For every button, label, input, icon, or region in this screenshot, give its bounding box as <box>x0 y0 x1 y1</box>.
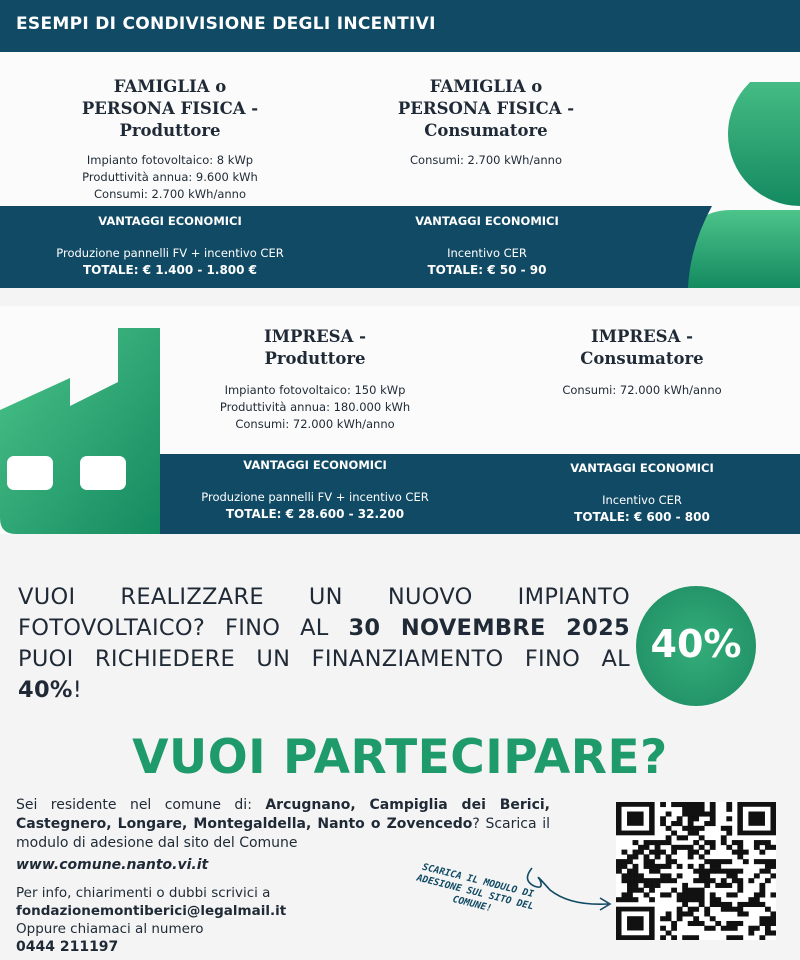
card1-vantaggi-label: VANTAGGI ECONOMICI <box>98 214 242 228</box>
card3-title <box>170 326 460 370</box>
card2-totale: TOTALE: € 50 - 90 <box>427 263 547 277</box>
card4-detail: Consumi: 72.000 kWh/anno <box>562 383 722 397</box>
card2-vantaggi-desc: Incentivo CER <box>447 246 527 260</box>
card1-detail: Impianto fotovoltaico: 8 kWp <box>86 153 254 167</box>
percent-badge-text: 40% <box>650 622 742 666</box>
card3-detail: Produttività annua: 180.000 kWh <box>219 400 411 414</box>
card3-title-line: Produttore <box>264 349 366 368</box>
partecipa-info <box>16 796 550 853</box>
card1-title-line: FAMIGLIA o <box>113 77 227 96</box>
cta-text: PUOI RICHIEDERE UN FINANZIAMENTO FINO AL <box>18 646 630 672</box>
card4-vantaggi-label: VANTAGGI ECONOMICI <box>570 461 714 475</box>
card2-detail: Consumi: 2.700 kWh/anno <box>410 153 562 167</box>
card3-vantaggi-label: VANTAGGI ECONOMICI <box>243 458 387 472</box>
card1-title-line: Produttore <box>119 121 221 140</box>
phone-number[interactable]: 0444 211197 <box>16 939 119 955</box>
header-bar <box>0 0 800 52</box>
card2-title-line: PERSONA FISICA - <box>397 99 575 118</box>
factory-icon <box>0 328 160 534</box>
card1-vantaggi-desc: Produzione pannelli FV + incentivo CER <box>56 246 284 260</box>
financing-text <box>18 582 630 706</box>
card1-totale: TOTALE: € 1.400 - 1.800 € <box>82 263 258 277</box>
cta-deadline: 30 NOVEMBRE 2025 <box>348 615 630 641</box>
partecipa-after: ? Scarica il modulo di adesione dal sito del Comune <box>16 816 550 851</box>
card4-title-line: IMPRESA - <box>591 327 693 346</box>
card2-vantaggi-label: VANTAGGI ECONOMICI <box>415 214 559 228</box>
email-link[interactable]: fondazionemontiberici@legalmail.it <box>16 903 287 919</box>
percent-badge <box>636 586 756 706</box>
card3-title-line: IMPRESA - <box>264 327 366 346</box>
arrow-icon <box>520 862 620 914</box>
card2-details <box>346 152 626 169</box>
card4-vantaggi-desc: Incentivo CER <box>602 493 682 507</box>
card2-title-line: Consumatore <box>424 121 548 140</box>
card4-details <box>500 382 784 399</box>
handwritten-note: SCARICA IL MODULO DI ADESIONE SUL SITO DEL COMUNE! <box>415 861 535 915</box>
partecipa-title: VUOI PARTECIPARE? <box>132 730 668 785</box>
card4-title <box>500 326 784 370</box>
info-line: Per info, chiarimenti o dubbi scrivici a <box>16 885 271 901</box>
header-title: ESEMPI DI CONDIVISIONE DEGLI INCENTIVI <box>16 14 436 34</box>
card4-totale: TOTALE: € 600 - 800 <box>574 510 710 524</box>
cta-percent: 40% <box>18 677 73 703</box>
partecipa-intro: Sei residente nel comune di: <box>16 797 266 813</box>
card3-totale: TOTALE: € 28.600 - 32.200 <box>225 507 405 521</box>
card3-vantaggi-desc: Produzione pannelli FV + incentivo CER <box>201 490 429 504</box>
call-line: Oppure chiamaci al numero <box>16 921 204 937</box>
card2-title <box>346 76 626 142</box>
card1-title <box>30 76 310 142</box>
comune-link[interactable]: www.comune.nanto.vi.it <box>16 857 209 873</box>
card1-detail: Consumi: 2.700 kWh/anno <box>94 187 246 201</box>
comuni-list: Arcugnano, Campiglia dei Berici, Castegnero, Longare, Montegaldella, Nanto o Zovencedo <box>16 797 550 832</box>
card3-detail: Consumi: 72.000 kWh/anno <box>235 417 395 431</box>
contact-block <box>16 884 286 956</box>
qr-code-icon[interactable] <box>616 802 776 940</box>
cta-text: VUOI REALIZZARE UN NUOVO IMPIANTO FOTOVOLTAICO? FINO AL <box>18 584 630 641</box>
cta-text: ! <box>72 677 83 703</box>
card3-detail: Impianto fotovoltaico: 150 kWp <box>224 383 406 397</box>
card4-title-line: Consumatore <box>580 349 704 368</box>
card1-details <box>30 152 310 203</box>
card2-title-line: FAMIGLIA o <box>429 77 543 96</box>
card3-details <box>170 382 460 433</box>
card1-detail: Produttività annua: 9.600 kWh <box>82 170 258 184</box>
card1-title-line: PERSONA FISICA - <box>81 99 259 118</box>
